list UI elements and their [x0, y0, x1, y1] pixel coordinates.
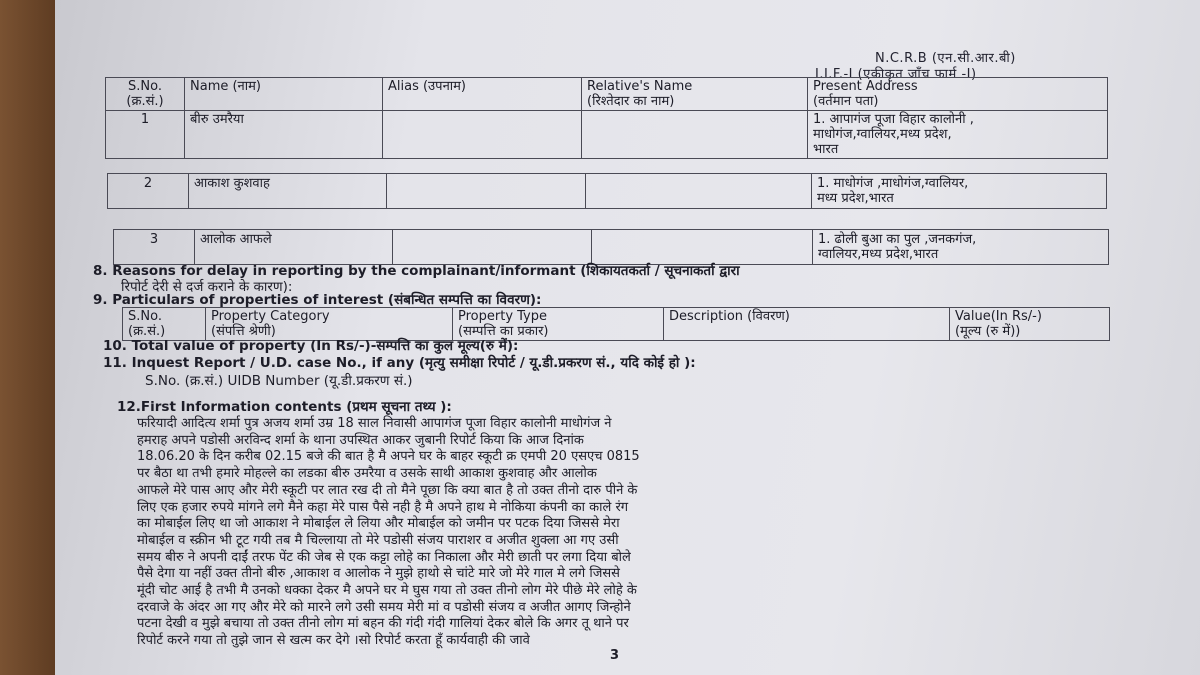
accused-table-header [106, 78, 1108, 111]
section-10-total-value: 10. Total value of property (In Rs/-)-सम्पत्ति का कुल मूल्य(रु में): [103, 338, 519, 354]
fir-line: फरियादी आदित्य शर्मा पुत्र अजय शर्मा उम्र 18 साल निवासी आपागंज पूजा विहार कालोनी माधोगंज ने [137, 416, 612, 431]
address-line: 1. माधोगंज ,माधोगंज,ग्वालियर, [817, 176, 969, 191]
section-12-title: 12.First Information contents (प्रथम सूचना तथ्य ): [117, 399, 452, 415]
fir-line: का मोबाईल लिए था जो आकाश ने मोबाईल ले लिया और मोबाईल को जमीन पर पटक दिया जिससे मेरा [137, 516, 620, 532]
fir-line: मोबाईल व स्क्रीन भी टूट गयी तब मै चिल्लाया तो मेरे पडोसी संजय पाराशर व अजीत शुक्ला आ गए उसी [137, 532, 619, 548]
prop-col-desc-label: Description (विवरण) [669, 309, 790, 324]
fir-line: पैसे देगा या नहीं उक्त तीनो बीरु ,आकाश व आलोक ने मुझे हाथो से चांटे मारे जो मेरे गाल मे लगे जिससे [137, 566, 620, 582]
fir-line: पटना देखी व मुझे बचाया तो उक्त तीनो लोग मां बहन की गंदी गंदी गालियां देकर बोले कि अगर तू थाने पर [137, 616, 629, 632]
fir-line: आफले मेरे पास आए और मेरी स्कूटी पर लात रख दी तो मैने पूछा कि क्या बात है तो उक्त तीनो दारु पीने के [137, 482, 638, 498]
row-address [812, 174, 1107, 209]
section-11-inquest: 11. Inquest Report / U.D. case No., if any (मृत्यु समीक्षा रिपोर्ट / यू.डी.प्रकरण सं., यदि कोई हो ): [103, 355, 696, 371]
col-address-label-hi: (वर्तमान पता) [813, 94, 879, 109]
row-name: बीरु उमरैया [185, 111, 383, 159]
prop-col-desc [664, 308, 950, 341]
row-relative [582, 111, 808, 159]
prop-col-type-label-hi: (सम्पत्ति का प्रकार) [458, 324, 549, 339]
table-row [106, 111, 1108, 159]
col-name-label: Name (नाम) [190, 79, 261, 94]
prop-col-category [206, 308, 453, 341]
row-address [813, 230, 1109, 265]
row-name: आकाश कुशवाह [189, 174, 387, 209]
row-alias [387, 174, 586, 209]
fir-line: पर बैठा था तभी हमारे मोहल्ले का लडका बीरु उमरैया व उसके साथी आकाश कुशवाह और आलोक [137, 466, 597, 482]
fir-line: रिपोर्ट करने गया तो तुझे जान से खत्म कर देगे ।सो रिपोर्ट करता हूँ कार्यवाही की जावे [137, 633, 530, 649]
property-table [122, 307, 1110, 341]
fir-line: लिए एक हजार रुपये मांगने लगे मैने कहा मेरे पास पैसे नही है मै अपने हाथ मे नोकिया कंपनी का काले रंग [137, 499, 629, 515]
fir-line: 18.06.20 के दिन करीब 02.15 बजे की बात है मै अपने घर के बाहर स्कूटी क्र एमपी 20 एसएच 0815 [137, 449, 640, 465]
address-line: 1. ढोली बुआ का पुल ,जनकगंज, [818, 232, 977, 247]
table-row [114, 230, 1109, 265]
prop-col-category-label: Property Category [211, 309, 330, 324]
col-name [185, 78, 383, 111]
row-relative [592, 230, 813, 265]
col-sno [106, 78, 185, 111]
accused-table [105, 77, 1108, 159]
address-line: मध्य प्रदेश,भारत [817, 191, 894, 206]
ncrb-header: N.C.R.B (एन.सी.आर.बी) [875, 51, 1016, 66]
row-address [808, 111, 1108, 159]
prop-col-sno-label: S.No. [128, 309, 162, 324]
prop-col-type [453, 308, 664, 341]
fir-line: मूंदी चोट आई है तभी मै उनको धक्का देकर मै अपने घर मे घुस गया तो उक्त तीनो लोग मेरे पीछे मेरे लोहे के [137, 583, 637, 599]
col-relative-label-hi: (रिश्तेदार का नाम) [587, 94, 675, 109]
iif-form-title: I.I.F.-I (एकीकृत जाँच फार्म -I) [815, 67, 977, 82]
accused-table-row-3 [113, 229, 1109, 265]
prop-col-sno [123, 308, 206, 341]
fir-contents [137, 416, 1007, 650]
accused-table-row-2 [107, 173, 1107, 209]
col-sno-label-hi: (क्र.सं.) [126, 94, 164, 109]
row-alias [393, 230, 592, 265]
fir-line: हमराह अपने पडोसी अरविन्द शर्मा के थाना उपस्थित आकर जुबानी रिपोर्ट किया कि आज दिनांक [137, 432, 584, 448]
row-relative [586, 174, 812, 209]
row-sno: 2 [108, 174, 189, 209]
address-line: माधोगंज,ग्वालियर,मध्य प्रदेश, [813, 127, 952, 142]
property-table-header [123, 308, 1110, 341]
col-address-label: Present Address [813, 79, 918, 94]
prop-col-sno-label-hi: (क्र.सं.) [128, 324, 166, 339]
col-relative-label: Relative's Name [587, 79, 693, 94]
address-line: ग्वालियर,मध्य प्रदेश,भारत [818, 247, 939, 262]
row-sno: 1 [106, 111, 185, 159]
col-alias-label: Alias (उपनाम) [388, 79, 466, 94]
table-row [108, 174, 1107, 209]
prop-col-value-label-hi: (मूल्य (रु में)) [955, 324, 1021, 339]
page-number: 3 [610, 648, 620, 663]
section-9-title: 9. Particulars of properties of interest (संबन्धित सम्पत्ति का विवरण): [93, 292, 542, 308]
address-line: भारत [813, 142, 839, 157]
section-8-reasons-delay [93, 263, 740, 295]
prop-col-value [950, 308, 1110, 341]
col-relative [582, 78, 808, 111]
row-sno: 3 [114, 230, 195, 265]
fir-line: दरवाजे के अंदर आ गए और मेरे को मारने लगे उसी समय मेरी मां व पडोसी संजय व अजीत आगए जिन्होने [137, 599, 631, 615]
col-address [808, 78, 1108, 111]
prop-col-category-label-hi: (संपत्ति श्रेणी) [211, 324, 276, 339]
section-8-line: 8. Reasons for delay in reporting by the complainant/informant (शिकायतकर्ता / सूचनाकर्ता द्वारा [93, 263, 740, 279]
row-name: आलोक आफले [195, 230, 393, 265]
document-page [55, 0, 1200, 675]
row-alias [383, 111, 582, 159]
fir-line: समय बीरु ने अपनी दाईं तरफ पेंट की जेब से एक कट्टा लोहे का निकाला और मेरी छाती पर लगा दिया बोले [137, 549, 631, 565]
prop-col-value-label: Value(In Rs/-) [955, 309, 1042, 324]
address-line: 1. आपागंज पूजा विहार कालोनी , [813, 112, 974, 127]
section-11-sub: S.No. (क्र.सं.) UIDB Number (यू.डी.प्रकरण सं.) [145, 373, 413, 389]
section-8-line: रिपोर्ट देरी से दर्ज कराने के कारण): [121, 279, 293, 295]
col-sno-label: S.No. [128, 79, 162, 94]
prop-col-type-label: Property Type [458, 309, 548, 324]
col-alias [383, 78, 582, 111]
